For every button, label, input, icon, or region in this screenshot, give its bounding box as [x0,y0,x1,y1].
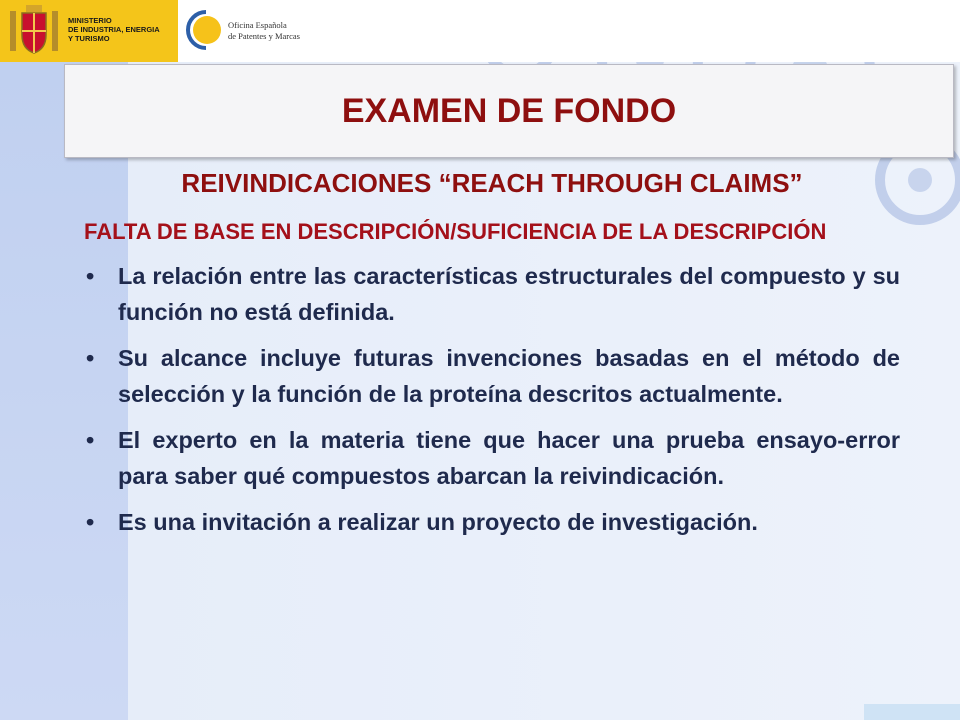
slide-subtitle: REIVINDICACIONES “REACH THROUGH CLAIMS” [181,168,803,198]
ministry-logo [0,0,178,62]
bullet-icon: • [86,427,95,453]
bullet-icon: • [86,509,95,535]
slide-content [84,214,900,550]
office-text: Oficina Española de Patentes y Marcas [228,20,300,41]
bullet-list [84,258,900,540]
list-item [84,258,900,330]
oepm-logo-icon [184,10,224,50]
bullet-text: La relación entre las características estructurales del compuesto y su función no está definida. [118,263,900,325]
list-item [84,340,900,412]
title-box [64,64,954,158]
bullet-text: El experto en la materia tiene que hacer una prueba ensayo-error para saber qué compuestos abarcan la reivindicación. [118,427,900,489]
spain-coat-of-arms-icon [6,3,62,59]
list-item [84,504,900,540]
bullet-text: Es una invitación a realizar un proyecto de investigación. [118,509,758,535]
office-logo [178,4,314,60]
ministry-text: MINISTERIO DE INDUSTRIA, ENERGIA Y TURISMO [68,16,160,43]
list-item [84,422,900,494]
header-bar [0,0,960,62]
footer-box [864,704,960,720]
bullet-icon: • [86,345,95,371]
bullet-icon: • [86,263,95,289]
bullet-text: Su alcance incluye futuras invenciones basadas en el método de selección y la función de la proteína descritos actualmente. [118,345,900,407]
section-heading: FALTA DE BASE EN DESCRIPCIÓN/SUFICIENCIA DE LA DESCRIPCIÓN [84,219,827,244]
slide-title: EXAMEN DE FONDO [341,92,677,130]
